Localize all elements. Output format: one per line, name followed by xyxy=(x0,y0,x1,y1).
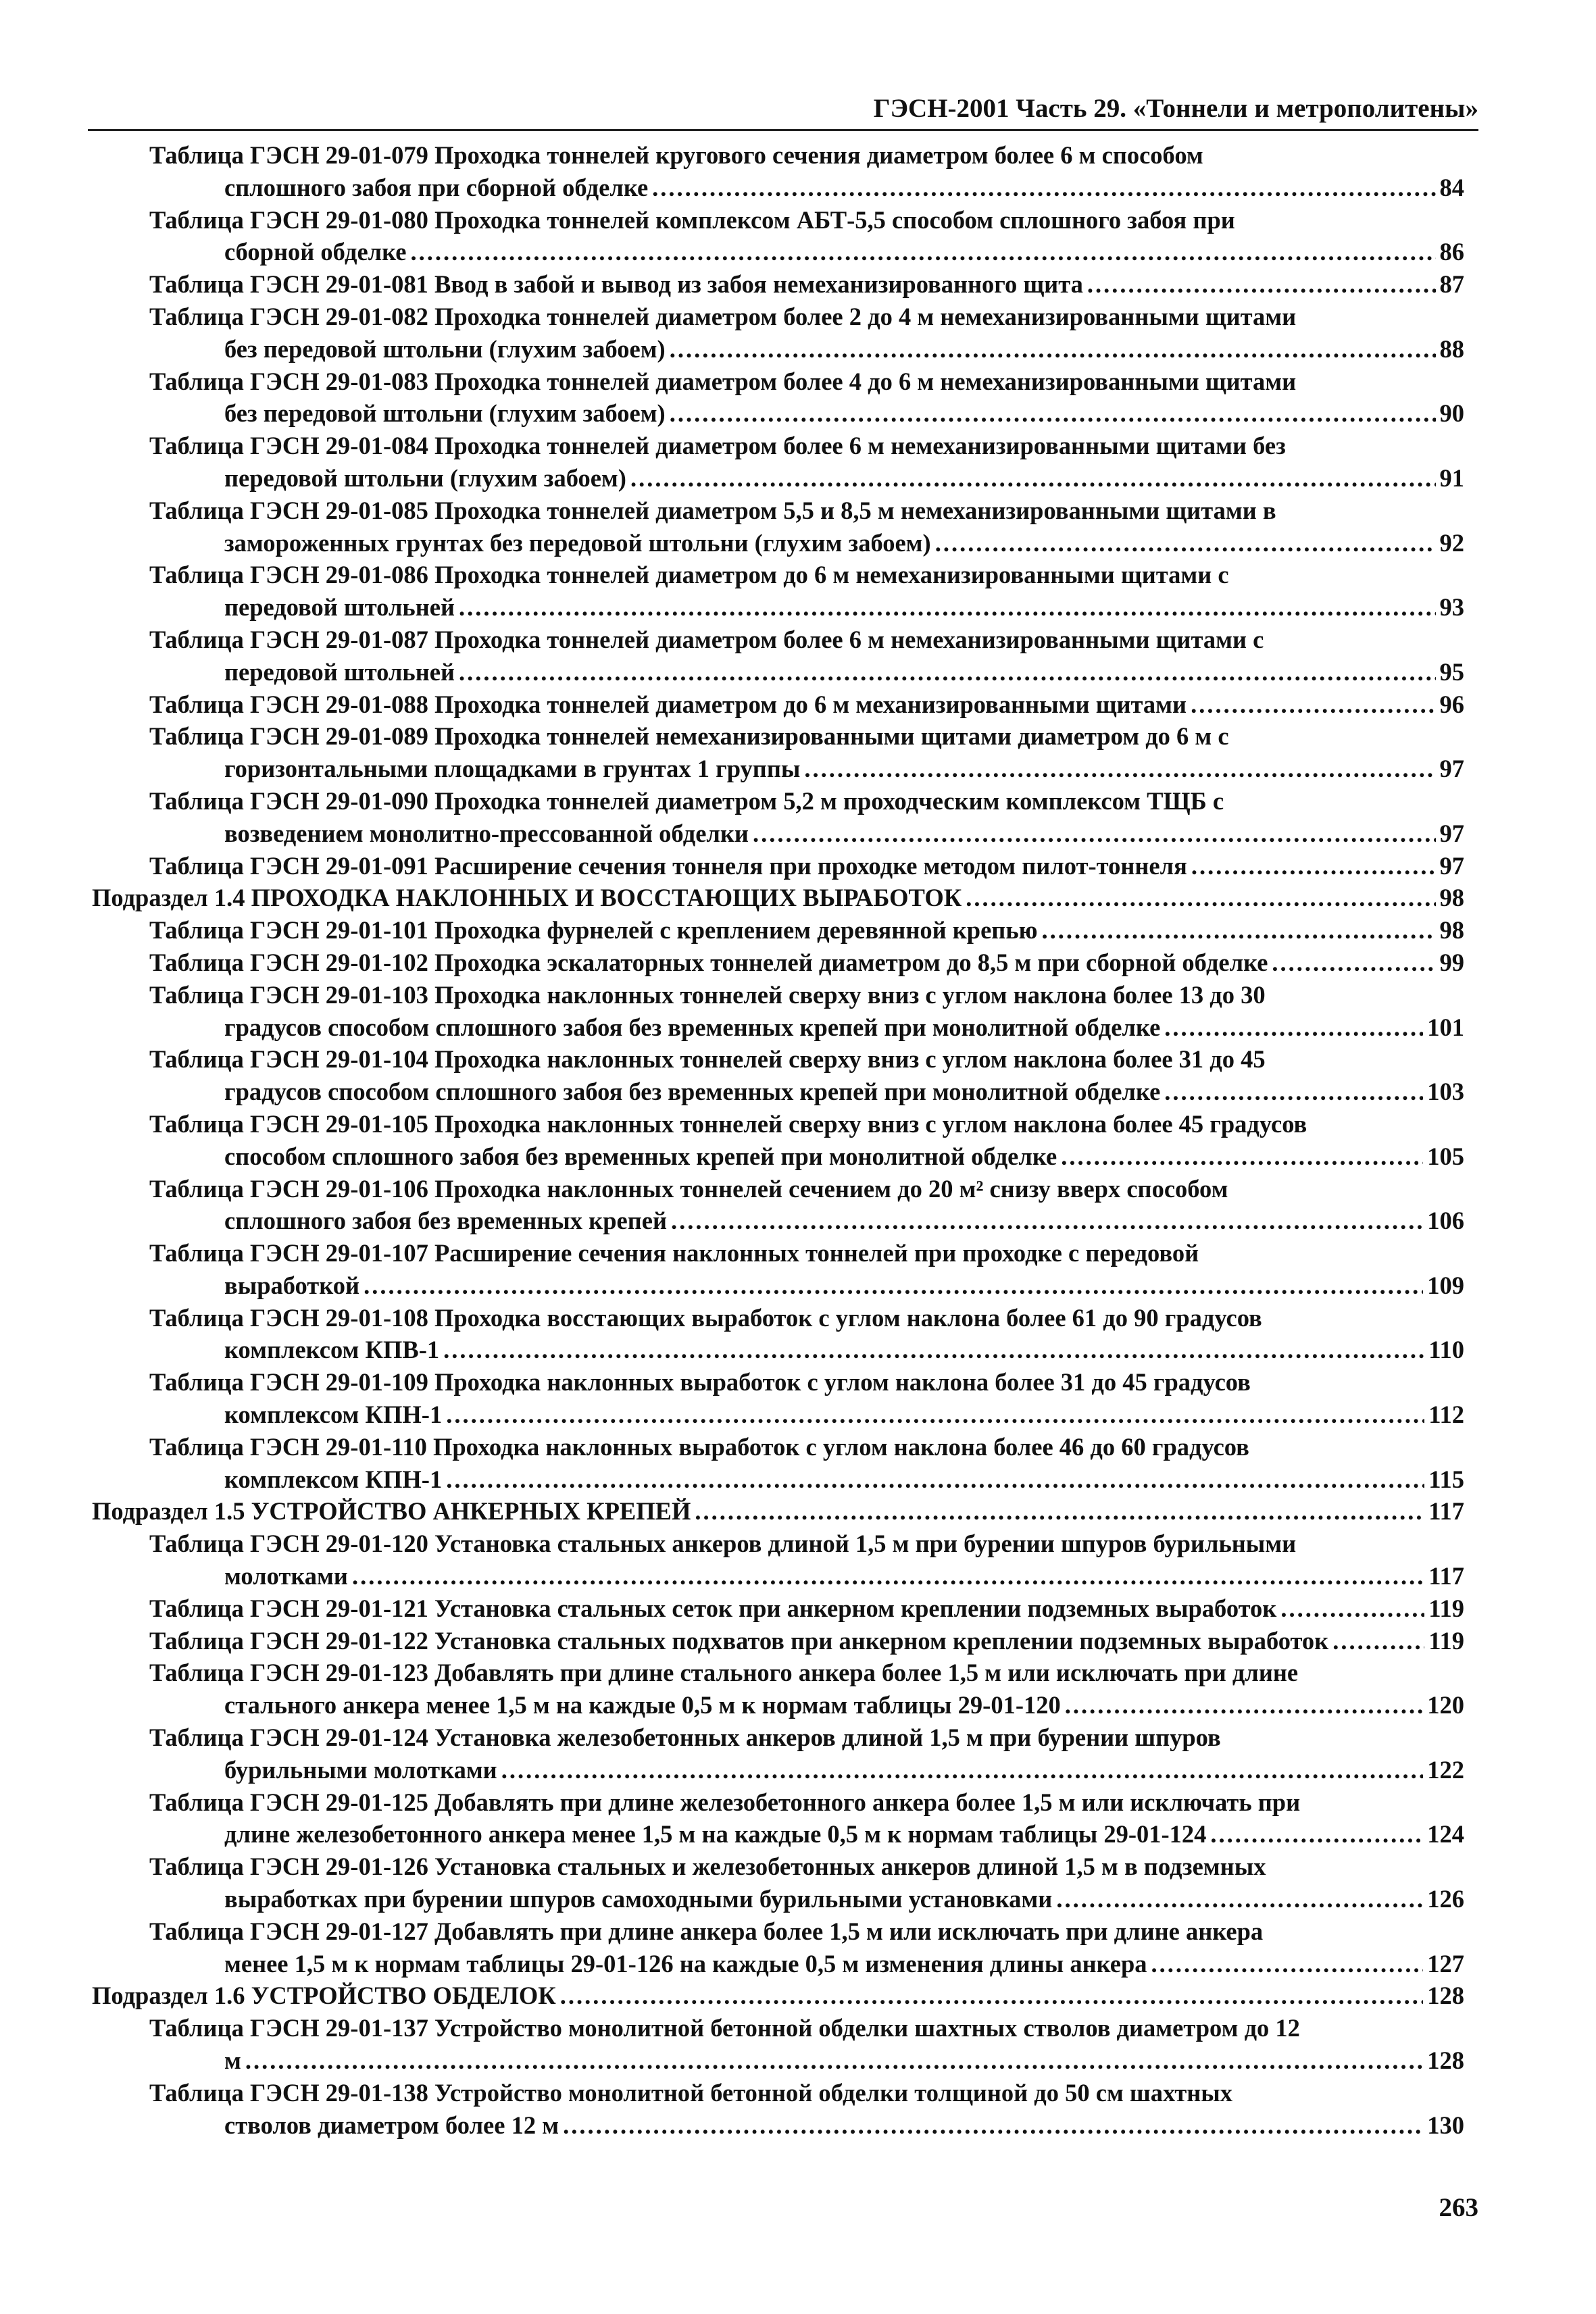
dot-leader xyxy=(652,172,1435,204)
dot-leader xyxy=(1210,1818,1423,1851)
entry-title-line: стволов диаметром более 12 м xyxy=(224,2111,559,2139)
dot-leader xyxy=(1056,1883,1423,1915)
entry-title-line: Таблица ГЭСН 29-01-122 Установка стальных подхватов при анкерном креплении подземных выработок xyxy=(149,1626,1329,1655)
entry-last-line xyxy=(149,1463,1464,1496)
entry-title-line: Таблица ГЭСН 29-01-106 Проходка наклонных тоннелей сечением до 20 м² снизу вверх способом xyxy=(149,1174,1228,1203)
dot-leader xyxy=(1151,1948,1424,1980)
dot-leader xyxy=(1061,1140,1423,1173)
entry-page-number: 106 xyxy=(1427,1207,1464,1235)
entry-title-line: Таблица ГЭСН 29-01-125 Добавлять при длине железобетонного анкера более 1,5 м или исключать при xyxy=(149,1788,1301,1816)
entry-page-number: 101 xyxy=(1427,1013,1464,1041)
dot-leader xyxy=(459,591,1436,624)
toc-table-entry[interactable] xyxy=(149,1173,1464,1238)
entry-title-line: Таблица ГЭСН 29-01-087 Проходка тоннелей диаметром более 6 м немеханизированными щитами с xyxy=(149,625,1264,653)
entry-title-line: сплошного забоя без временных крепей xyxy=(224,1207,667,1235)
entry-last-line xyxy=(149,1205,1464,1237)
entry-page-number: 97 xyxy=(1439,851,1464,880)
entry-last-line xyxy=(149,1334,1464,1366)
entry-page-number: 97 xyxy=(1439,755,1464,783)
entry-page-number: 126 xyxy=(1427,1885,1464,1913)
entry-page-number: 105 xyxy=(1427,1142,1464,1170)
entry-title-line: без передовой штольни (глухим забоем) xyxy=(224,334,666,363)
entry-last-line xyxy=(149,236,1464,268)
entry-last-line xyxy=(149,172,1464,204)
dot-leader xyxy=(1332,1625,1424,1657)
entry-title-line: Таблица ГЭСН 29-01-109 Проходка наклонных выработок с углом наклона более 31 до 45 градусов xyxy=(149,1368,1251,1397)
dot-leader xyxy=(1164,1011,1423,1044)
entry-last-line xyxy=(149,1269,1464,1302)
entry-title-line: комплексом КПВ-1 xyxy=(224,1336,440,1364)
entry-title-line: Таблица ГЭСН 29-01-103 Проходка наклонных тоннелей сверху вниз с углом наклона более 13 до 30 xyxy=(149,980,1266,1009)
entry-page-number: 128 xyxy=(1427,2046,1464,2075)
page-number: 263 xyxy=(1439,2193,1478,2222)
entry-page-number: 99 xyxy=(1439,948,1464,976)
entry-page-number: 117 xyxy=(1428,1497,1464,1526)
toc-table-entry[interactable] xyxy=(149,1915,1464,1980)
entry-last-line xyxy=(149,947,1464,979)
entry-title-line: длине железобетонного анкера менее 1,5 м на каждые 0,5 м к нормам таблицы 29-01-124 xyxy=(224,1820,1207,1848)
entry-title-line: Подраздел 1.5 УСТРОЙСТВО АНКЕРНЫХ КРЕПЕЙ xyxy=(92,1497,691,1526)
dot-leader xyxy=(446,1463,1424,1496)
dot-leader xyxy=(446,1399,1424,1431)
toc-table-entry[interactable] xyxy=(149,2012,1464,2077)
entry-page-number: 86 xyxy=(1439,238,1464,266)
entry-title-line: Таблица ГЭСН 29-01-120 Установка стальных анкеров длиной 1,5 м при бурении шпуров бурильными xyxy=(149,1530,1297,1558)
entry-page-number: 103 xyxy=(1427,1078,1464,1106)
toc-table-entry[interactable] xyxy=(149,850,1464,882)
toc-section-entry[interactable] xyxy=(92,882,1464,914)
entry-last-line xyxy=(149,1625,1464,1657)
entry-page-number: 90 xyxy=(1439,399,1464,428)
entry-page-number: 128 xyxy=(1427,1982,1464,2010)
toc-section-entry[interactable] xyxy=(92,1980,1464,2012)
dot-leader xyxy=(804,753,1435,785)
dot-leader xyxy=(753,818,1436,850)
entry-title-line: Таблица ГЭСН 29-01-089 Проходка тоннелей немеханизированными щитами диаметром до 6 м с xyxy=(149,722,1229,751)
toc-table-entry[interactable] xyxy=(149,624,1464,688)
entry-page-number: 127 xyxy=(1427,1949,1464,1978)
toc-table-entry[interactable] xyxy=(149,1851,1464,1915)
entry-title-line: Таблица ГЭСН 29-01-080 Проходка тоннелей комплексом АБТ-5,5 способом сплошного забоя при xyxy=(149,205,1235,234)
entry-title-line: Таблица ГЭСН 29-01-124 Установка железобетонных анкеров длиной 1,5 м при бурении шпуров xyxy=(149,1724,1221,1752)
entry-title-line: комплексом КПН-1 xyxy=(224,1465,443,1493)
toc-table-entry[interactable] xyxy=(149,1592,1464,1625)
toc-table-entry[interactable] xyxy=(149,366,1464,430)
entry-title-line: Таблица ГЭСН 29-01-110 Проходка наклонных выработок с углом наклона более 46 до 60 градусов xyxy=(149,1432,1249,1461)
dot-leader xyxy=(1087,268,1436,301)
toc-table-entry[interactable] xyxy=(149,1721,1464,1786)
toc-table-entry[interactable] xyxy=(149,979,1464,1044)
toc-table-entry[interactable] xyxy=(149,204,1464,269)
entry-title-line: Таблица ГЭСН 29-01-083 Проходка тоннелей диаметром более 4 до 6 м немеханизированными щитами xyxy=(149,367,1297,395)
entry-page-number: 88 xyxy=(1439,334,1464,363)
dot-leader xyxy=(1280,1592,1424,1625)
toc-table-entry[interactable] xyxy=(149,1625,1464,1657)
entry-last-line xyxy=(149,527,1464,559)
entry-last-line xyxy=(149,1560,1464,1592)
dot-leader xyxy=(1191,850,1436,882)
entry-last-line xyxy=(149,688,1464,721)
entry-last-line xyxy=(92,1980,1464,2012)
entry-page-number: 109 xyxy=(1427,1271,1464,1299)
entry-last-line xyxy=(149,656,1464,688)
dot-leader xyxy=(1164,1076,1423,1108)
entry-last-line xyxy=(149,2044,1464,2077)
entry-page-number: 92 xyxy=(1439,528,1464,557)
entry-title-line: Подраздел 1.4 ПРОХОДКА НАКЛОННЫХ И ВОССТАЮЩИХ ВЫРАБОТОК xyxy=(92,884,962,912)
entry-title-line: Таблица ГЭСН 29-01-121 Установка стальных сеток при анкерном креплении подземных выработок xyxy=(149,1594,1277,1622)
entry-title-line: Таблица ГЭСН 29-01-081 Ввод в забой и вывод из забоя немеханизированного щита xyxy=(149,270,1083,299)
entry-title-line: Таблица ГЭСН 29-01-082 Проходка тоннелей диаметром более 2 до 4 м немеханизированными щитами xyxy=(149,302,1297,330)
entry-title-line: Таблица ГЭСН 29-01-138 Устройство монолитной бетонной обделки толщиной до 50 см шахтных xyxy=(149,2078,1233,2107)
toc-table-entry[interactable] xyxy=(149,1786,1464,1851)
entry-title-line: выработках при бурении шпуров самоходными бурильными установками xyxy=(224,1885,1053,1913)
entry-title-line: бурильными молотками xyxy=(224,1755,497,1784)
toc-table-entry[interactable] xyxy=(149,1302,1464,1367)
dot-leader xyxy=(459,656,1436,688)
toc-table-entry[interactable] xyxy=(149,1657,1464,1721)
toc-table-entry[interactable] xyxy=(149,2077,1464,2142)
entry-last-line xyxy=(149,462,1464,495)
entry-last-line xyxy=(149,1140,1464,1173)
entry-last-line xyxy=(92,1495,1464,1528)
toc-table-entry[interactable] xyxy=(149,1108,1464,1173)
entry-title-line: Таблица ГЭСН 29-01-084 Проходка тоннелей диаметром более 6 м немеханизированными щитами без xyxy=(149,432,1286,460)
entry-last-line xyxy=(149,1076,1464,1108)
entry-page-number: 124 xyxy=(1427,1820,1464,1848)
entry-title-line: замороженных грунтах без передовой штольни (глухим забоем) xyxy=(224,528,931,557)
entry-page-number: 122 xyxy=(1427,1755,1464,1784)
entry-title-line: Таблица ГЭСН 29-01-123 Добавлять при длине стального анкера более 1,5 м или исключать при длине xyxy=(149,1659,1299,1687)
entry-title-line: горизонтальными площадками в грунтах 1 группы xyxy=(224,755,801,783)
entry-page-number: 93 xyxy=(1439,593,1464,622)
entry-title-line: передовой штольни (глухим забоем) xyxy=(224,463,626,492)
entry-title-line: Таблица ГЭСН 29-01-101 Проходка фурнелей с креплением деревянной крепью xyxy=(149,916,1038,945)
entry-page-number: 84 xyxy=(1439,173,1464,201)
header-rule xyxy=(88,129,1478,131)
entry-last-line xyxy=(149,2109,1464,2142)
entry-page-number: 110 xyxy=(1428,1336,1464,1364)
entry-title-line: стального анкера менее 1,5 м на каждые 0,5 м к нормам таблицы 29-01-120 xyxy=(224,1691,1061,1719)
entry-last-line xyxy=(149,268,1464,301)
entry-last-line xyxy=(149,1592,1464,1625)
dot-leader xyxy=(1065,1689,1424,1721)
entry-title-line: Таблица ГЭСН 29-01-086 Проходка тоннелей диаметром до 6 м немеханизированными щитами с xyxy=(149,561,1229,589)
toc-table-entry[interactable] xyxy=(149,1043,1464,1108)
entry-page-number: 98 xyxy=(1439,884,1464,912)
dot-leader xyxy=(245,2044,1423,2077)
entry-page-number: 119 xyxy=(1428,1594,1464,1622)
dot-leader xyxy=(670,397,1436,430)
toc-table-entry[interactable] xyxy=(149,688,1464,721)
dot-leader xyxy=(563,2109,1423,2142)
entry-title-line: Таблица ГЭСН 29-01-105 Проходка наклонных тоннелей сверху вниз с углом наклона более 45 градусов xyxy=(149,1109,1307,1138)
entry-title-line: Таблица ГЭСН 29-01-088 Проходка тоннелей диаметром до 6 м механизированными щитами xyxy=(149,690,1187,718)
dot-leader xyxy=(364,1269,1423,1302)
toc-table-entry[interactable] xyxy=(149,947,1464,979)
toc-table-entry[interactable] xyxy=(149,495,1464,559)
entry-last-line xyxy=(149,850,1464,882)
entry-last-line xyxy=(149,753,1464,785)
entry-last-line xyxy=(149,1689,1464,1721)
toc-table-entry[interactable] xyxy=(149,1237,1464,1302)
entry-page-number: 115 xyxy=(1428,1465,1464,1493)
toc-table-entry[interactable] xyxy=(149,1528,1464,1592)
entry-title-line: Таблица ГЭСН 29-01-104 Проходка наклонных тоннелей сверху вниз с углом наклона более 31 до 45 xyxy=(149,1045,1266,1074)
entry-title-line: Таблица ГЭСН 29-01-085 Проходка тоннелей диаметром 5,5 и 8,5 м немеханизированными щитами в xyxy=(149,496,1276,524)
entry-page-number: 91 xyxy=(1439,463,1464,492)
entry-title-line: молотками xyxy=(224,1562,348,1590)
entry-title-line: Таблица ГЭСН 29-01-091 Расширение сечения тоннеля при проходке методом пилот-тоннеля xyxy=(149,851,1187,880)
entry-last-line xyxy=(149,914,1464,947)
entry-title-line: Таблица ГЭСН 29-01-102 Проходка эскалаторных тоннелей диаметром до 8,5 м при сборной обделке xyxy=(149,948,1268,976)
entry-page-number: 117 xyxy=(1428,1562,1464,1590)
entry-title-line: Таблица ГЭСН 29-01-137 Устройство монолитной бетонной обделки шахтных стволов диаметром до 12 xyxy=(149,2014,1300,2042)
entry-last-line xyxy=(149,1754,1464,1786)
toc-table-entry[interactable] xyxy=(149,914,1464,947)
entry-title-line: без передовой штольни (глухим забоем) xyxy=(224,399,666,428)
entry-title-line: градусов способом сплошного забоя без временных крепей при монолитной обделке xyxy=(224,1078,1161,1106)
entry-title-line: возведением монолитно-прессованной обделки xyxy=(224,819,749,847)
entry-page-number: 112 xyxy=(1428,1401,1464,1429)
dot-leader xyxy=(695,1495,1424,1528)
dot-leader xyxy=(1191,688,1435,721)
toc-table-entry[interactable] xyxy=(149,720,1464,785)
dot-leader xyxy=(1042,914,1436,947)
entry-last-line xyxy=(149,333,1464,366)
entry-title-line: м xyxy=(224,2046,241,2075)
dot-leader xyxy=(670,333,1436,366)
entry-title-line: градусов способом сплошного забоя без временных крепей при монолитной обделке xyxy=(224,1013,1161,1041)
entry-title-line: менее 1,5 м к нормам таблицы 29-01-126 на каждые 0,5 м изменения длины анкера xyxy=(224,1949,1147,1978)
entry-title-line: передовой штольней xyxy=(224,657,455,686)
entry-page-number: 119 xyxy=(1428,1626,1464,1655)
dot-leader xyxy=(935,527,1436,559)
entry-last-line xyxy=(149,1948,1464,1980)
toc-table-entry[interactable] xyxy=(149,1431,1464,1496)
entry-page-number: 130 xyxy=(1427,2111,1464,2139)
entry-title-line: Таблица ГЭСН 29-01-079 Проходка тоннелей кругового сечения диаметром более 6 м способом xyxy=(149,141,1203,169)
dot-leader xyxy=(560,1980,1424,2012)
toc-table-entry[interactable] xyxy=(149,1366,1464,1431)
entry-page-number: 120 xyxy=(1427,1691,1464,1719)
toc-table-entry[interactable] xyxy=(149,430,1464,495)
entry-title-line: передовой штольней xyxy=(224,593,455,622)
entry-title-line: сплошного забоя при сборной обделке xyxy=(224,173,649,201)
entry-last-line xyxy=(149,1399,1464,1431)
entry-last-line xyxy=(149,1883,1464,1915)
entry-last-line xyxy=(149,1011,1464,1044)
toc-table-entry[interactable] xyxy=(149,559,1464,624)
dot-leader xyxy=(671,1205,1423,1237)
entry-title-line: Таблица ГЭСН 29-01-108 Проходка восстающих выработок с углом наклона более 61 до 90 градусов xyxy=(149,1303,1262,1332)
entry-page-number: 98 xyxy=(1439,916,1464,945)
dot-leader xyxy=(352,1560,1424,1592)
entry-title-line: выработкой xyxy=(224,1271,360,1299)
entry-title-line: способом сплошного забоя без временных крепей при монолитной обделке xyxy=(224,1142,1057,1170)
dot-leader xyxy=(410,236,1435,268)
entry-title-line: Таблица ГЭСН 29-01-126 Установка стальных и железобетонных анкеров длиной 1,5 м в подземных xyxy=(149,1853,1266,1881)
entry-page-number: 97 xyxy=(1439,819,1464,847)
toc-section-entry[interactable] xyxy=(92,1495,1464,1528)
toc-table-entry[interactable] xyxy=(149,785,1464,850)
entry-last-line xyxy=(149,1818,1464,1851)
dot-leader xyxy=(630,462,1436,495)
toc-table-entry[interactable] xyxy=(149,301,1464,366)
entry-page-number: 87 xyxy=(1439,270,1464,299)
entry-title-line: Таблица ГЭСН 29-01-090 Проходка тоннелей диаметром 5,2 м проходческим комплексом ТЩБ с xyxy=(149,786,1224,815)
entry-title-line: Таблица ГЭСН 29-01-127 Добавлять при длине анкера более 1,5 м или исключать при длине анкера xyxy=(149,1917,1264,1945)
toc-table-entry[interactable] xyxy=(149,139,1464,204)
dot-leader xyxy=(501,1754,1424,1786)
entry-title-line: Подраздел 1.6 УСТРОЙСТВО ОБДЕЛОК xyxy=(92,1982,556,2010)
entry-last-line xyxy=(149,818,1464,850)
toc-table-entry[interactable] xyxy=(149,268,1464,301)
entry-last-line xyxy=(92,882,1464,914)
entry-page-number: 96 xyxy=(1439,690,1464,718)
table-of-contents xyxy=(0,139,1596,2141)
entry-last-line xyxy=(149,591,1464,624)
entry-last-line xyxy=(149,397,1464,430)
running-header: ГЭСН-2001 Часть 29. «Тоннели и метрополитены» xyxy=(873,94,1478,123)
entry-page-number: 95 xyxy=(1439,657,1464,686)
entry-title-line: Таблица ГЭСН 29-01-107 Расширение сечения наклонных тоннелей при проходке с передовой xyxy=(149,1239,1199,1267)
entry-title-line: сборной обделке xyxy=(224,238,407,266)
dot-leader xyxy=(966,882,1435,914)
dot-leader xyxy=(1272,947,1435,979)
entry-title-line: комплексом КПН-1 xyxy=(224,1401,443,1429)
dot-leader xyxy=(443,1334,1424,1366)
